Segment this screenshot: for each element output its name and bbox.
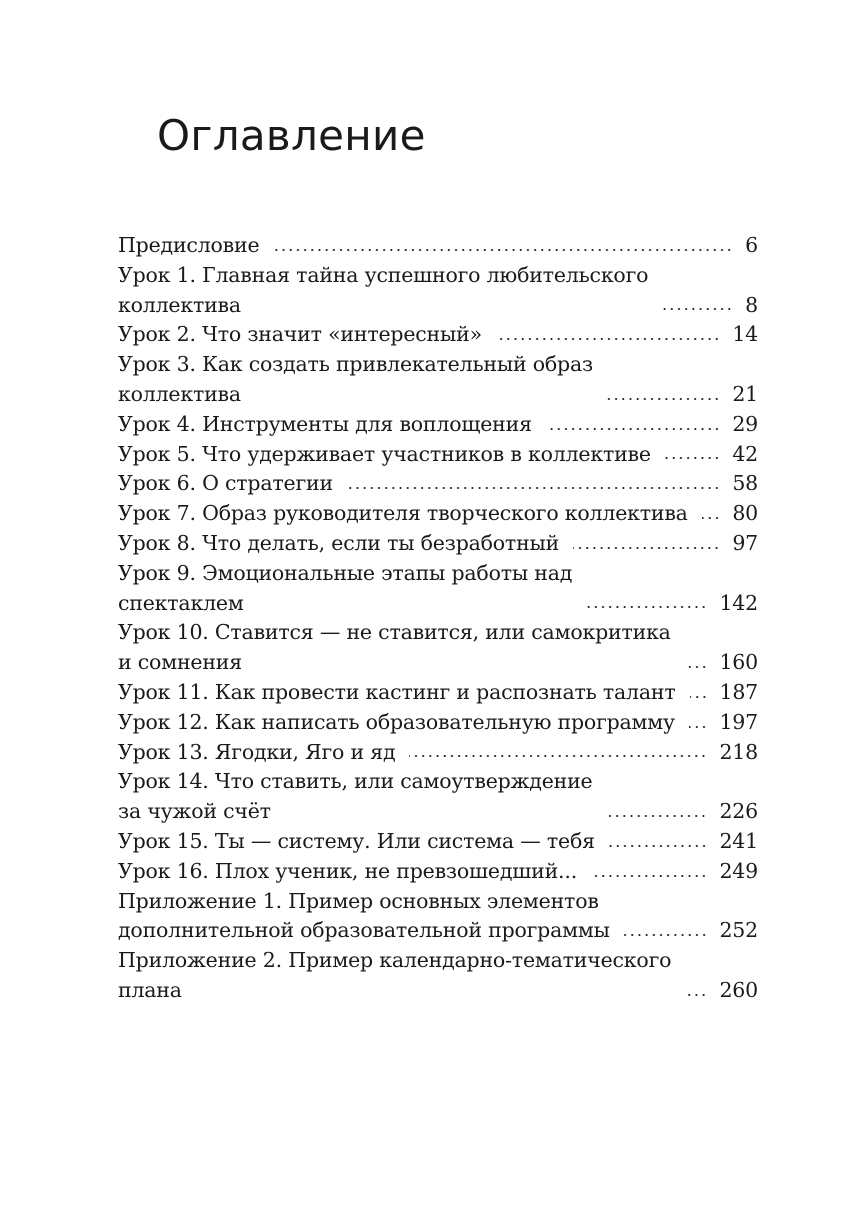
toc-entry-title-line: Урок 3. Как создать привлекательный образ: [118, 352, 593, 377]
toc-entry-title: [118, 887, 610, 947]
toc-entry-title: [118, 499, 688, 529]
toc-entry-title: [118, 946, 671, 1006]
toc-entry-title: [118, 678, 676, 708]
toc-entry-title-line: и сомнения: [118, 650, 243, 675]
toc-page-number: 218: [719, 739, 758, 764]
dot-leader: [685, 663, 708, 671]
toc-entry-title: [118, 618, 671, 678]
toc-entry-title-line: Урок 12. Как написать образовательную программу: [118, 709, 675, 734]
dot-leader: [662, 305, 733, 313]
toc-entry-title: [118, 350, 593, 410]
toc-entry[interactable]: [118, 320, 758, 350]
dot-leader: [624, 931, 708, 939]
toc-page-number: 97: [732, 530, 758, 555]
toc-entry-title-line: Урок 15. Ты — систему. Или система — тебя: [118, 828, 595, 853]
toc-entry-title-line: Урок 13. Ягодки, Яго и яд: [118, 739, 396, 764]
toc-page-number: 260: [719, 977, 758, 1002]
dot-leader: [665, 454, 720, 462]
toc-entry[interactable]: [118, 618, 758, 678]
toc-entry-title: [118, 857, 577, 887]
toc-page-number: 80: [732, 501, 758, 526]
toc-entry-title-line: Урок 14. Что ставить, или самоутверждение: [118, 769, 593, 794]
toc-entry-title-line: плана: [118, 977, 182, 1002]
toc-page-number: 187: [719, 679, 759, 704]
toc-entry-title-line: Урок 4. Инструменты для воплощения: [118, 411, 532, 436]
toc-entry-title-line: Урок 5. Что удерживает участников в коллективе: [118, 441, 651, 466]
toc-entry-title-line: Урок 11. Как провести кастинг и распознать талант: [118, 679, 676, 704]
toc-entry[interactable]: [118, 350, 758, 410]
table-of-contents: [118, 231, 758, 1006]
toc-entry-title: [118, 708, 675, 738]
toc-page-number: 226: [719, 799, 758, 824]
toc-entry[interactable]: [118, 678, 758, 708]
toc-page-number: 21: [732, 381, 758, 406]
toc-entry[interactable]: [118, 499, 758, 529]
dot-leader: [702, 514, 721, 522]
toc-entry-title-line: коллектива: [118, 381, 241, 406]
dot-leader: [496, 335, 720, 343]
toc-entry-title: [118, 827, 595, 857]
dot-leader: [546, 425, 721, 433]
dot-leader: [606, 812, 707, 820]
toc-entry[interactable]: [118, 469, 758, 499]
dot-leader: [607, 395, 720, 403]
toc-page-number: 252: [719, 918, 758, 943]
toc-entry[interactable]: [118, 857, 758, 887]
toc-entry[interactable]: [118, 529, 758, 559]
dot-leader: [347, 484, 720, 492]
toc-entry[interactable]: [118, 887, 758, 947]
toc-entry[interactable]: [118, 708, 758, 738]
dot-leader: [586, 603, 707, 611]
toc-entry-title-line: коллектива: [118, 292, 241, 317]
toc-entry[interactable]: [118, 559, 758, 619]
toc-entry-title-line: Урок 8. Что делать, если ты безработный: [118, 530, 560, 555]
toc-page-number: 42: [732, 441, 758, 466]
toc-entry-title-line: Урок 6. О стратегии: [118, 471, 333, 496]
dot-leader: [609, 842, 708, 850]
toc-entry[interactable]: [118, 946, 758, 1006]
toc-entry[interactable]: [118, 410, 758, 440]
toc-page-number: 29: [732, 411, 758, 436]
toc-entry-title: [118, 738, 395, 768]
toc-entry-title-line: за чужой счёт: [118, 799, 271, 824]
toc-page-number: 241: [719, 828, 758, 853]
toc-entry-title-line: Предисловие: [118, 233, 260, 257]
toc-page-number: 58: [732, 471, 758, 496]
toc-entry[interactable]: [118, 261, 758, 321]
toc-entry-title: [118, 440, 651, 470]
toc-page-number: 142: [719, 590, 758, 615]
toc-entry-title-line: Урок 16. Плох ученик, не превзошедший...: [118, 858, 578, 883]
toc-entry-title-line: Урок 9. Эмоциональные этапы работы над: [118, 560, 573, 585]
toc-page-number: 197: [719, 709, 758, 734]
toc-entry-title: [118, 559, 572, 619]
toc-entry[interactable]: [118, 231, 758, 261]
page-title: Оглавление: [157, 111, 426, 160]
toc-entry-title: [118, 469, 333, 499]
toc-page-number: 249: [719, 858, 758, 883]
toc-entry-title: [118, 320, 482, 350]
toc-entry-title-line: спектаклем: [118, 590, 244, 615]
dot-leader: [689, 723, 708, 731]
toc-entry-title-line: Приложение 1. Пример основных элементов: [118, 888, 599, 913]
dot-leader: [573, 544, 720, 552]
toc-page-number: 8: [745, 292, 758, 317]
toc-entry-title-line: Приложение 2. Пример календарно-тематического: [118, 948, 672, 973]
toc-entry-title: [118, 767, 592, 827]
toc-entry-title: [118, 261, 648, 321]
toc-entry-title-line: Урок 1. Главная тайна успешного любительского: [118, 262, 649, 287]
toc-page-number: 14: [732, 322, 758, 347]
dot-leader: [273, 246, 733, 254]
dot-leader: [409, 752, 707, 760]
toc-entry[interactable]: [118, 767, 758, 827]
toc-entry[interactable]: [118, 738, 758, 768]
toc-entry-title-line: Урок 10. Ставится — не ставится, или самокритика: [118, 620, 671, 645]
toc-page-number: 160: [719, 650, 758, 675]
dot-leader: [685, 991, 707, 999]
toc-entry-title-line: Урок 7. Образ руководителя творческого коллектива: [118, 501, 688, 526]
toc-entry[interactable]: [118, 827, 758, 857]
toc-entry-title: [118, 529, 559, 559]
dot-leader: [591, 872, 707, 880]
dot-leader: [690, 693, 708, 701]
toc-entry-title-line: дополнительной образовательной программы: [118, 918, 610, 943]
toc-page-number: 6: [745, 233, 758, 257]
toc-entry-title: [118, 231, 259, 261]
toc-entry-title-line: Урок 2. Что значит «интересный»: [118, 322, 482, 347]
toc-entry[interactable]: [118, 440, 758, 470]
toc-entry-title: [118, 410, 532, 440]
